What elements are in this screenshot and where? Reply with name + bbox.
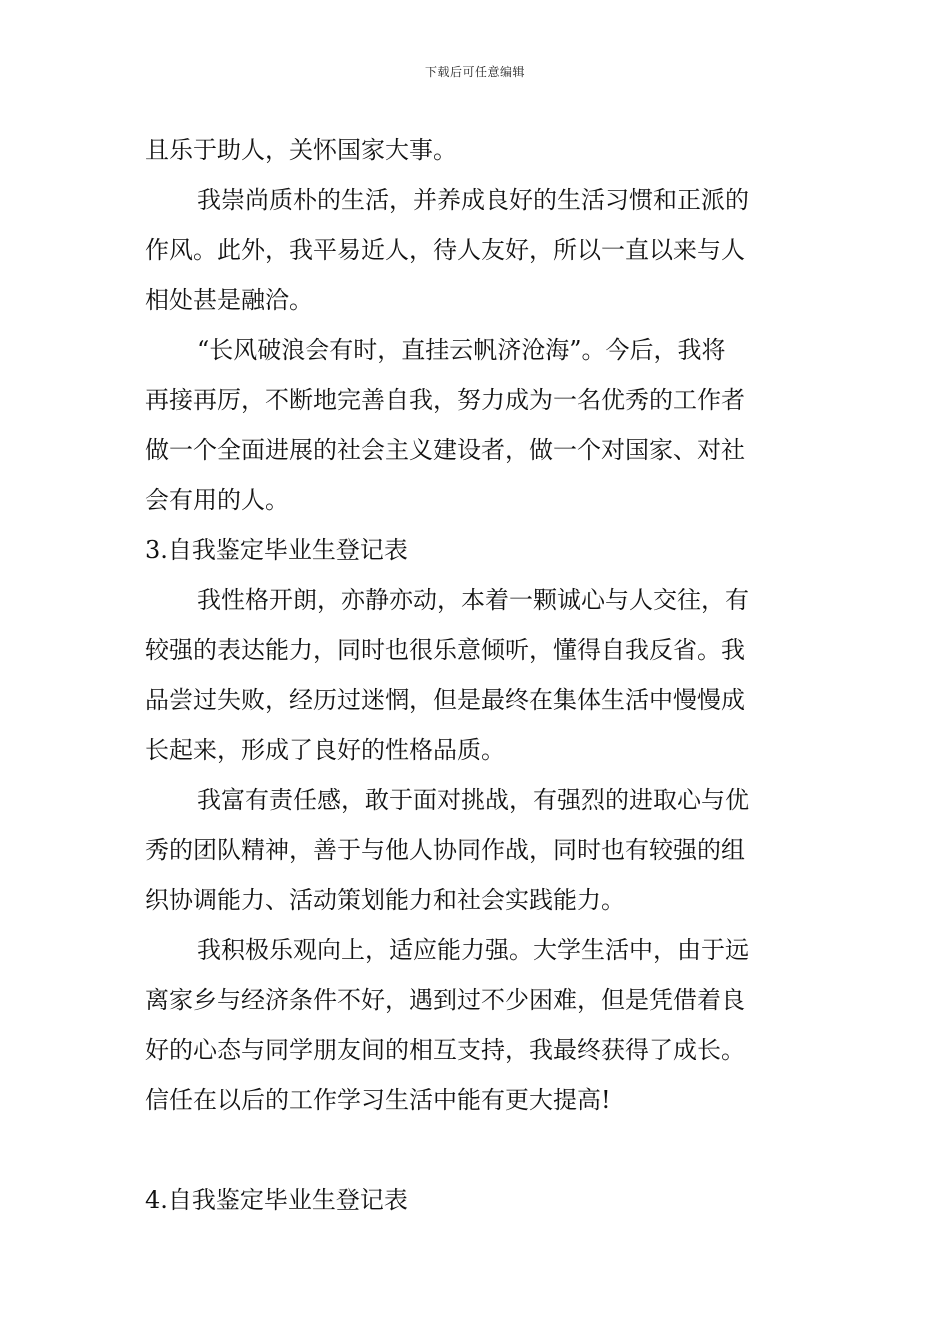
paragraph-line: 做一个全面进展的社会主义建设者，做一个对国家、对社 <box>145 436 745 464</box>
paragraph-line: 织协调能力、活动策划能力和社会实践能力。 <box>145 886 625 914</box>
paragraph-line: 我积极乐观向上，适应能力强。大学生活中，由于远 <box>197 936 749 964</box>
section-heading: 4.自我鉴定毕业生登记表 <box>145 1186 408 1214</box>
paragraph-line: 我性格开朗，亦静亦动，本着一颗诚心与人交往，有 <box>197 586 749 614</box>
paragraph-line: 我崇尚质朴的生活，并养成良好的生活习惯和正派的 <box>197 186 749 214</box>
paragraph-line: 会有用的人。 <box>145 486 289 514</box>
section-heading: 3.自我鉴定毕业生登记表 <box>145 536 408 564</box>
paragraph-line: 我富有责任感，敢于面对挑战，有强烈的进取心与优 <box>197 786 749 814</box>
paragraph-line: 较强的表达能力，同时也很乐意倾听，懂得自我反省。我 <box>145 636 745 664</box>
paragraph-line: 长起来，形成了良好的性格品质。 <box>145 736 505 764</box>
paragraph-line: 好的心态与同学朋友间的相互支持，我最终获得了成长。 <box>145 1036 745 1064</box>
document-body <box>145 125 810 1225</box>
page-header-note: 下载后可任意编辑 <box>424 65 525 79</box>
paragraph-line: 秀的团队精神，善于与他人协同作战，同时也有较强的组 <box>145 836 745 864</box>
paragraph-line: 相处甚是融洽。 <box>145 286 313 314</box>
paragraph-line: “长风破浪会有时，直挂云帆济沧海”。今后，我将 <box>197 336 726 364</box>
paragraph-line: 品尝过失败，经历过迷惘，但是最终在集体生活中慢慢成 <box>145 686 745 714</box>
paragraph-line: 离家乡与经济条件不好，遇到过不少困难，但是凭借着良 <box>145 986 745 1014</box>
paragraph-line: 作风。此外，我平易近人，待人友好，所以一直以来与人 <box>145 236 745 264</box>
blank-line <box>145 1125 810 1175</box>
paragraph-line: 再接再厉，不断地完善自我，努力成为一名优秀的工作者 <box>145 386 745 414</box>
paragraph-line: 信任在以后的工作学习生活中能有更大提高! <box>145 1086 611 1114</box>
paragraph-line: 且乐于助人，关怀国家大事。 <box>145 136 457 164</box>
